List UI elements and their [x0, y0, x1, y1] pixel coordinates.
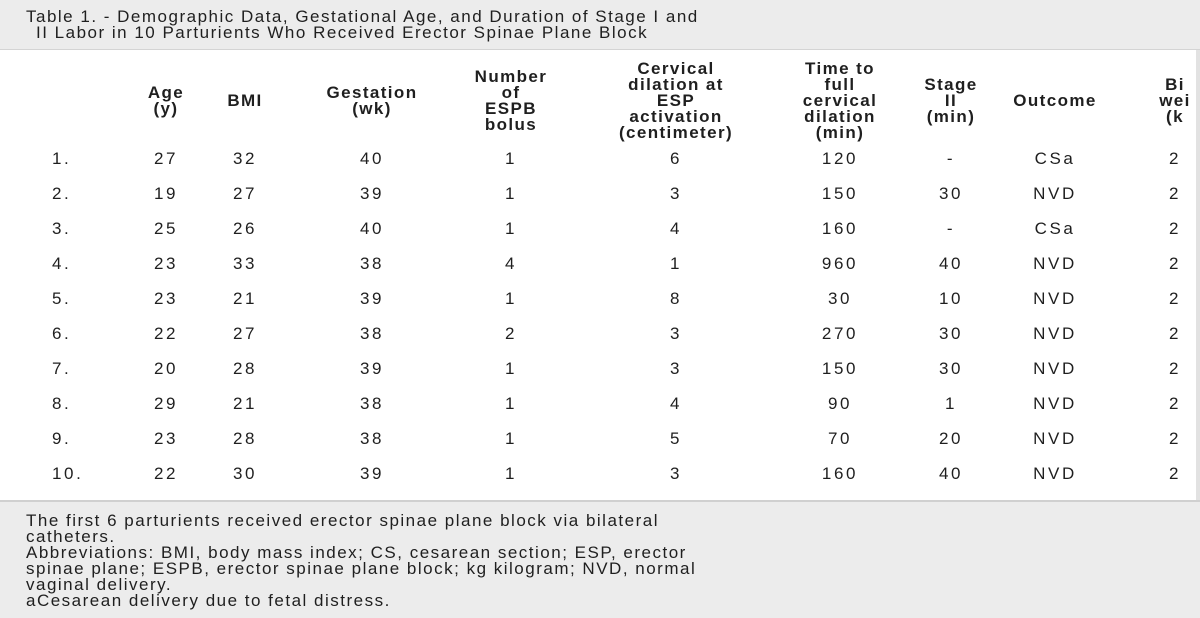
table-cell-outcome: NVD — [1033, 359, 1077, 378]
column-header-line: Bi — [1165, 75, 1185, 94]
table-cell-time_full: 150 — [821, 184, 859, 203]
table-cell-cervical_dilation: 3 — [669, 464, 683, 483]
table-cell-cervical_dilation: 3 — [669, 359, 683, 378]
table-scroll-edge — [1196, 50, 1200, 500]
table-cell-stage2: 40 — [938, 254, 964, 273]
table-cell-bmi: 21 — [232, 394, 258, 413]
table-cell-age: 25 — [153, 219, 179, 238]
column-header-line: cervical — [802, 91, 878, 110]
table-cell-gestation: 38 — [359, 394, 385, 413]
footnote-line-2: catheters. — [26, 527, 116, 546]
table-cell-time_full: 70 — [827, 429, 853, 448]
table-cell-espb_bolus: 1 — [504, 289, 518, 308]
table-cell-outcome: CSa — [1034, 219, 1076, 238]
table-cell-outcome: CSa — [1034, 149, 1076, 168]
table-cell-age: 29 — [153, 394, 179, 413]
table-cell-gestation: 39 — [359, 359, 385, 378]
column-header-birth_weight — [1075, 77, 1200, 125]
table-cell-stage2: 30 — [938, 324, 964, 343]
table-cell-stage2: 30 — [938, 184, 964, 203]
table-cell-birth_weight: 2 — [1168, 289, 1182, 308]
table-cell-stage2: - — [946, 219, 956, 238]
row-label: 6. — [52, 324, 72, 343]
column-header-line: BMI — [227, 91, 263, 110]
table-caption — [0, 0, 1200, 50]
table-cell-birth_weight: 2 — [1168, 429, 1182, 448]
table-cell-time_full: 160 — [821, 219, 859, 238]
table-cell-cervical_dilation: 4 — [669, 219, 683, 238]
caption-line-1: Table 1. - Demographic Data, Gestational Age, and Duration of Stage I and — [26, 7, 699, 26]
table-cell-time_full: 150 — [821, 359, 859, 378]
column-header-line: (k — [1166, 107, 1184, 126]
table-cell-bmi: 33 — [232, 254, 258, 273]
footnote-line-5: vaginal delivery. — [26, 575, 173, 594]
column-header-line: activation — [629, 107, 723, 126]
table-cell-time_full: 120 — [821, 149, 859, 168]
table-cell-stage2: 10 — [938, 289, 964, 308]
table-cell-age: 27 — [153, 149, 179, 168]
table-cell-age: 23 — [153, 254, 179, 273]
column-header-line: wei — [1159, 91, 1191, 110]
row-label: 1. — [52, 149, 72, 168]
column-header-line: Age — [147, 83, 185, 102]
table-cell-stage2: 30 — [938, 359, 964, 378]
column-header-line: Number — [474, 67, 548, 86]
row-label: 7. — [52, 359, 72, 378]
table-cell-birth_weight: 2 — [1168, 464, 1182, 483]
row-label: 5. — [52, 289, 72, 308]
table-cell-outcome: NVD — [1033, 289, 1077, 308]
table-cell-cervical_dilation: 4 — [669, 394, 683, 413]
table-cell-birth_weight: 2 — [1168, 254, 1182, 273]
column-header-line: of — [501, 83, 521, 102]
table-cell-espb_bolus: 1 — [504, 429, 518, 448]
table-cell-gestation: 38 — [359, 254, 385, 273]
table-cell-bmi: 28 — [232, 359, 258, 378]
table-cell-time_full: 270 — [821, 324, 859, 343]
column-header-line: Cervical — [637, 59, 715, 78]
table-cell-bmi: 21 — [232, 289, 258, 308]
table-cell-cervical_dilation: 8 — [669, 289, 683, 308]
table-cell-bmi: 30 — [232, 464, 258, 483]
row-label: 4. — [52, 254, 72, 273]
column-header-line: ESPB — [485, 99, 537, 118]
column-header-line: Time to — [805, 59, 875, 78]
table-cell-time_full: 160 — [821, 464, 859, 483]
table-cell-time_full: 90 — [827, 394, 853, 413]
row-label: 10. — [52, 464, 84, 483]
table-cell-espb_bolus: 2 — [504, 324, 518, 343]
caption-line-2: II Labor in 10 Parturients Who Received Erector Spinae Plane Block — [36, 23, 649, 42]
column-header-line: Outcome — [1013, 91, 1097, 110]
table-cell-espb_bolus: 1 — [504, 149, 518, 168]
table-cell-gestation: 40 — [359, 149, 385, 168]
row-label: 3. — [52, 219, 72, 238]
table-cell-outcome: NVD — [1033, 429, 1077, 448]
table-cell-birth_weight: 2 — [1168, 394, 1182, 413]
table-cell-espb_bolus: 1 — [504, 359, 518, 378]
table-cell-birth_weight: 2 — [1168, 324, 1182, 343]
row-label: 9. — [52, 429, 72, 448]
table-cell-gestation: 38 — [359, 324, 385, 343]
footnote-line-4: spinae plane; ESPB, erector spinae plane block; kg kilogram; NVD, normal — [26, 559, 697, 578]
column-header-line: (y) — [153, 99, 179, 118]
table-cell-gestation: 38 — [359, 429, 385, 448]
table-cell-bmi: 26 — [232, 219, 258, 238]
table-footnotes — [0, 500, 1200, 618]
table-cell-outcome: NVD — [1033, 324, 1077, 343]
column-header-line: full — [824, 75, 856, 94]
table-cell-espb_bolus: 1 — [504, 394, 518, 413]
column-header-line: dilation — [804, 107, 876, 126]
column-header-line: bolus — [484, 115, 538, 134]
column-header-line: II — [944, 91, 958, 110]
column-header-line: (centimeter) — [618, 123, 734, 142]
table-cell-stage2: 1 — [944, 394, 958, 413]
column-header-line: ESP — [656, 91, 696, 110]
table-cell-stage2: 20 — [938, 429, 964, 448]
table-cell-outcome: NVD — [1033, 394, 1077, 413]
table-cell-bmi: 27 — [232, 184, 258, 203]
table-cell-age: 23 — [153, 429, 179, 448]
table-cell-birth_weight: 2 — [1168, 219, 1182, 238]
table-cell-espb_bolus: 1 — [504, 184, 518, 203]
table-cell-bmi: 28 — [232, 429, 258, 448]
column-header-line: (wk) — [352, 99, 392, 118]
table-cell-gestation: 40 — [359, 219, 385, 238]
table-cell-outcome: NVD — [1033, 464, 1077, 483]
row-label: 2. — [52, 184, 72, 203]
table-cell-birth_weight: 2 — [1168, 149, 1182, 168]
table-cell-age: 19 — [153, 184, 179, 203]
table-cell-cervical_dilation: 3 — [669, 184, 683, 203]
table-cell-stage2: 40 — [938, 464, 964, 483]
column-header-line: (min) — [815, 123, 865, 142]
table-cell-espb_bolus: 1 — [504, 464, 518, 483]
table-cell-gestation: 39 — [359, 289, 385, 308]
column-header-line: Gestation — [326, 83, 418, 102]
footnote-line-6: aCesarean delivery due to fetal distress. — [26, 591, 391, 610]
table-cell-gestation: 39 — [359, 464, 385, 483]
table-cell-espb_bolus: 1 — [504, 219, 518, 238]
table-cell-age: 22 — [153, 464, 179, 483]
column-header-line: (min) — [926, 107, 976, 126]
table-cell-espb_bolus: 4 — [504, 254, 518, 273]
table-cell-birth_weight: 2 — [1168, 184, 1182, 203]
table-cell-time_full: 30 — [827, 289, 853, 308]
column-header-line: dilation at — [628, 75, 724, 94]
table-cell-cervical_dilation: 3 — [669, 324, 683, 343]
table-cell-age: 23 — [153, 289, 179, 308]
footnote-line-1: The first 6 parturients received erector spinae plane block via bilateral — [26, 511, 659, 530]
table-cell-cervical_dilation: 1 — [669, 254, 683, 273]
table-cell-bmi: 32 — [232, 149, 258, 168]
table-cell-stage2: - — [946, 149, 956, 168]
table-cell-age: 20 — [153, 359, 179, 378]
column-header-line: Stage — [924, 75, 978, 94]
table-cell-time_full: 960 — [821, 254, 859, 273]
table-cell-bmi: 27 — [232, 324, 258, 343]
table-cell-age: 22 — [153, 324, 179, 343]
table-cell-outcome: NVD — [1033, 254, 1077, 273]
table-cell-birth_weight: 2 — [1168, 359, 1182, 378]
footnote-line-3: Abbreviations: BMI, body mass index; CS, cesarean section; ESP, erector — [26, 543, 687, 562]
table-cell-gestation: 39 — [359, 184, 385, 203]
table-cell-cervical_dilation: 6 — [669, 149, 683, 168]
row-label: 8. — [52, 394, 72, 413]
table-cell-outcome: NVD — [1033, 184, 1077, 203]
table-cell-cervical_dilation: 5 — [669, 429, 683, 448]
